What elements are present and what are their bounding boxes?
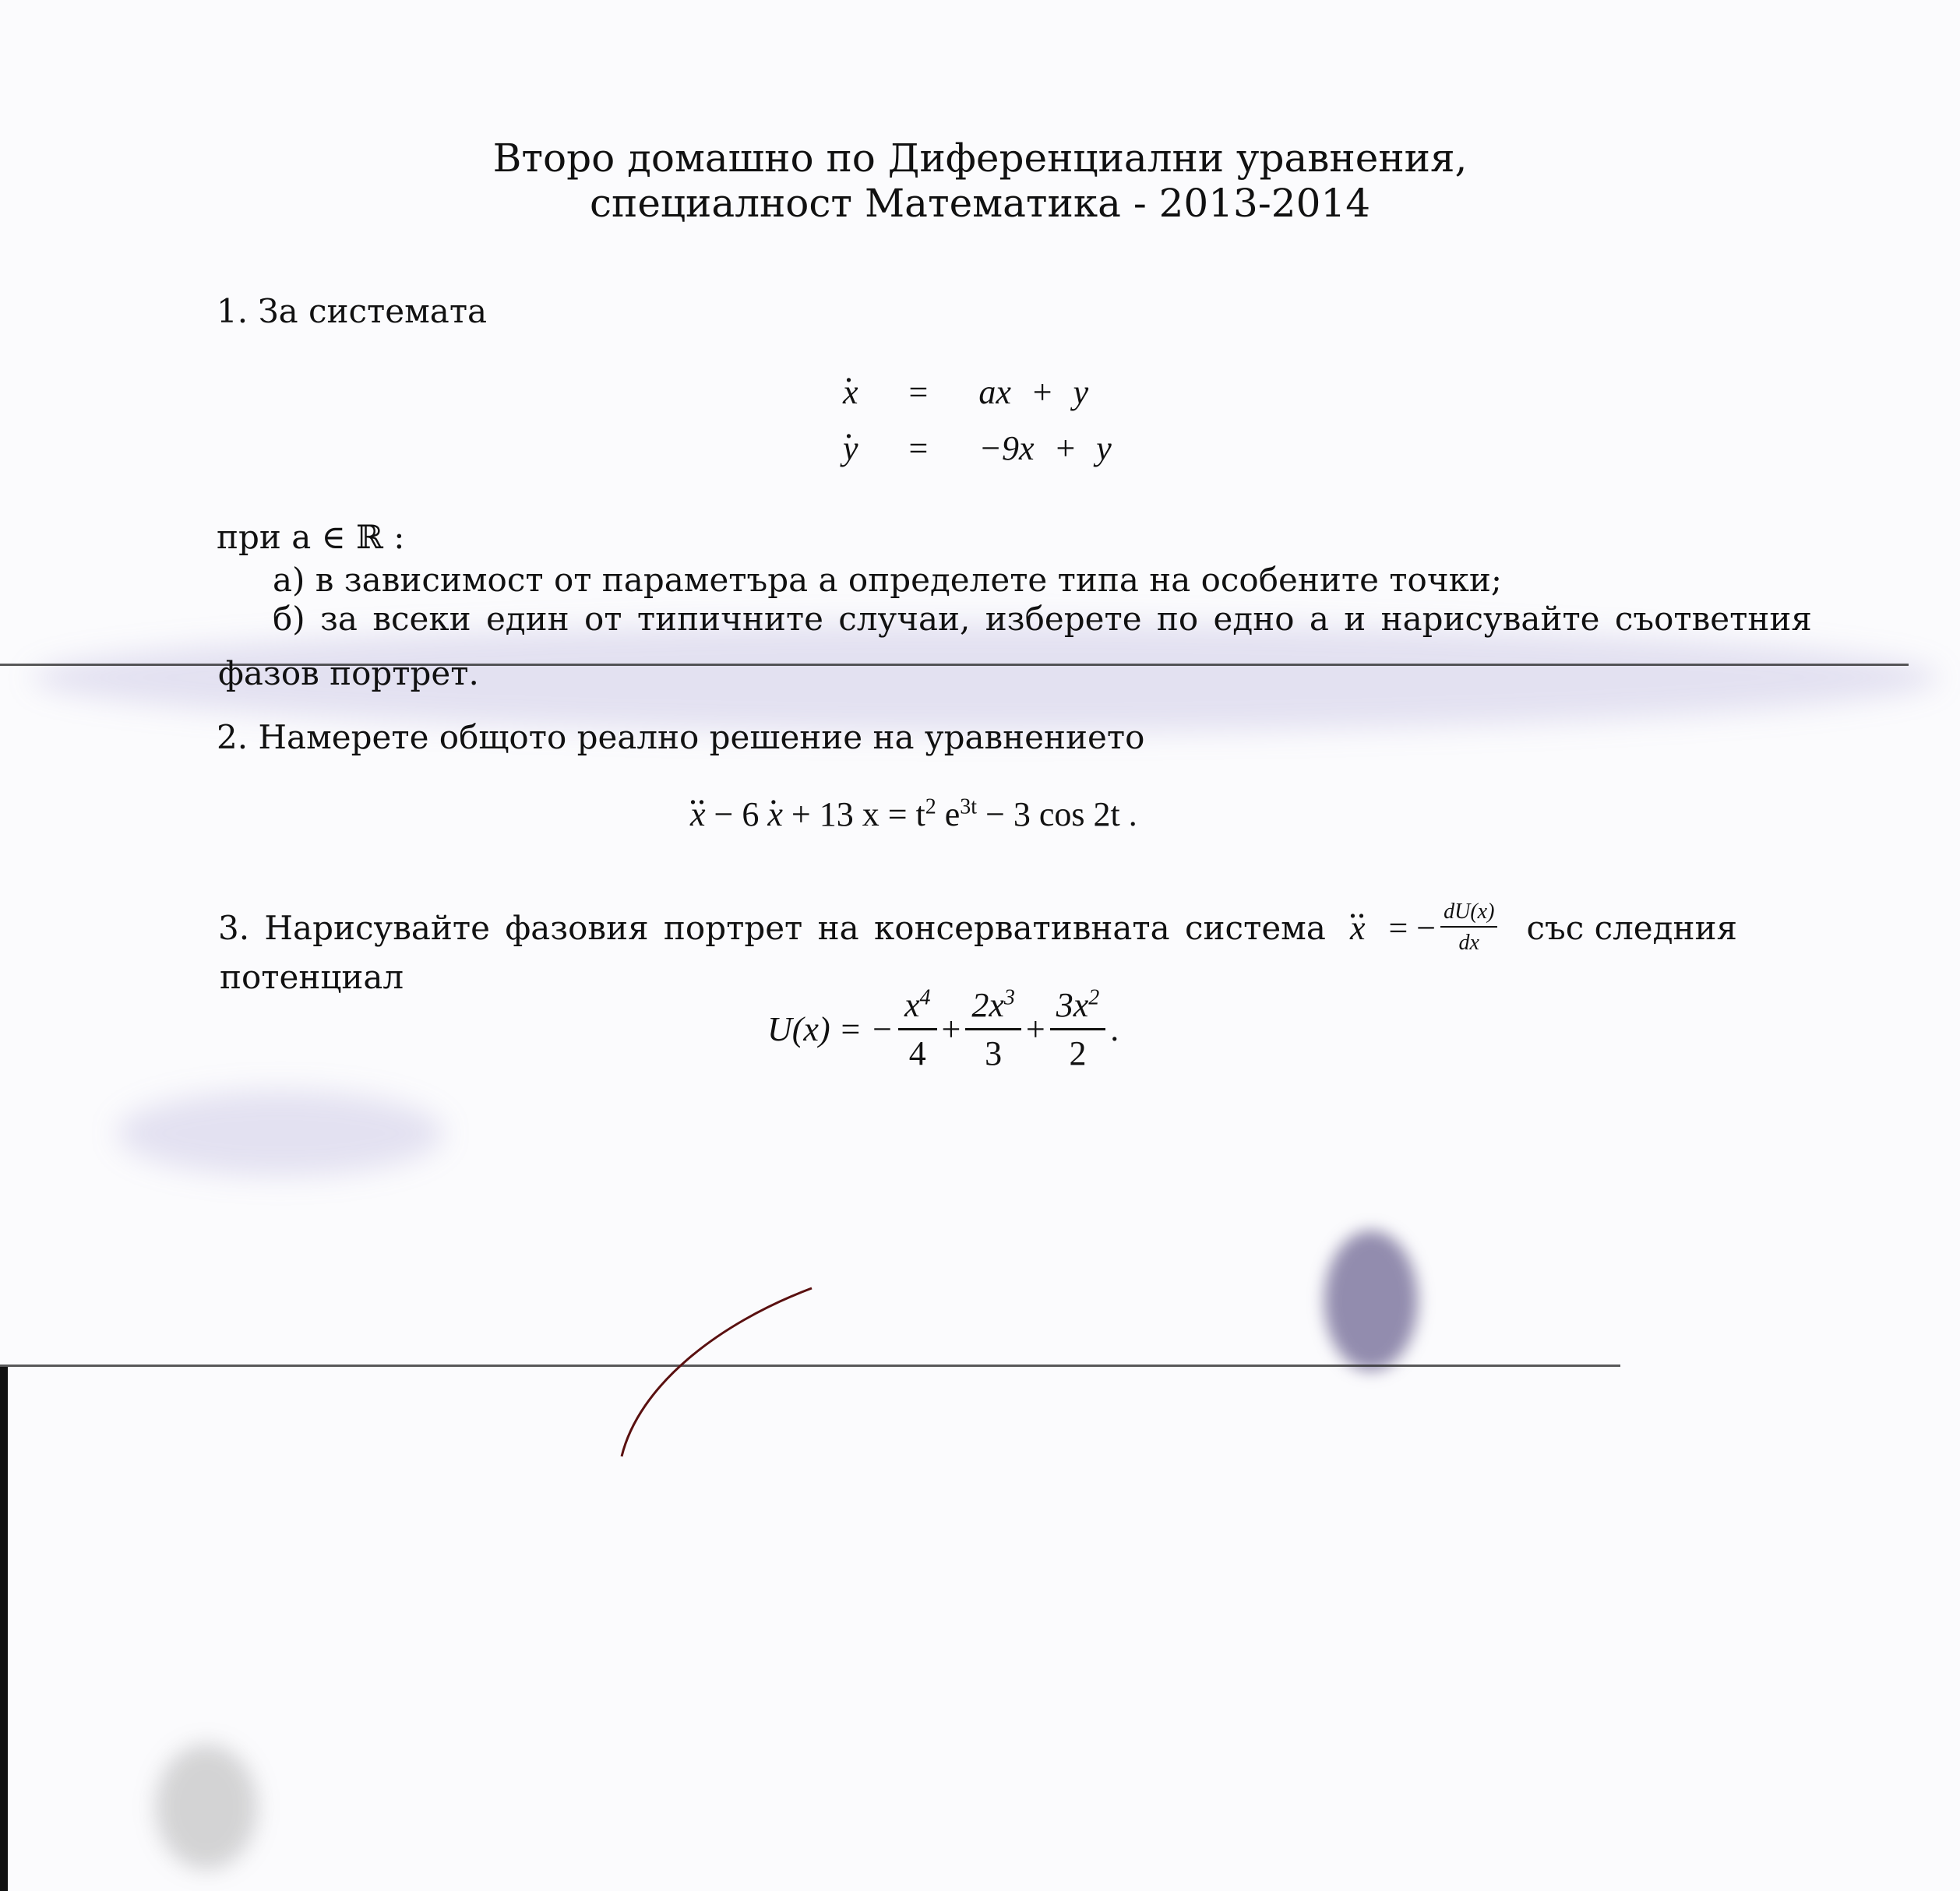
eq1-equals: =	[908, 373, 929, 411]
problem1-part-b-line2: фазов портрет.	[218, 654, 479, 692]
dU-numerator: dU(x)	[1440, 900, 1497, 928]
term3-denominator: 2	[1069, 1034, 1087, 1072]
x-double-dot: .. x	[690, 794, 706, 834]
document-title-line1: Второ домашно по Диференциални уравнения,	[492, 136, 1468, 181]
potential-period: .	[1110, 1010, 1119, 1048]
e-exponent: 3t	[960, 794, 978, 819]
term1-x: x	[904, 986, 920, 1024]
problem3-intro-end: със следния	[1526, 908, 1737, 947]
term3-numerator	[1050, 985, 1106, 1030]
system-equation-1	[843, 372, 1088, 412]
eq2-equals: =	[908, 429, 929, 467]
document-title-line2: специалност Математика - 2013-2014	[589, 181, 1371, 226]
smudge-corner	[156, 1745, 257, 1869]
problem2-equation	[690, 794, 1137, 834]
eq2-lhs: . y	[843, 428, 858, 468]
term1-denominator: 4	[908, 1034, 926, 1072]
term3-fraction	[1050, 985, 1106, 1073]
eq2-part1: − 6	[705, 795, 768, 833]
term3-x: 3x	[1056, 986, 1089, 1024]
smudge-blot	[1324, 1231, 1418, 1371]
problem1-condition: при a ∈ ℝ :	[217, 518, 405, 556]
term3-exp: 2	[1088, 985, 1100, 1010]
t-exponent: 2	[925, 794, 936, 819]
term2-exp: 3	[1003, 985, 1015, 1010]
U-lhs: U(x) = −	[767, 1010, 894, 1048]
term2-denominator: 3	[985, 1034, 1003, 1072]
dark-corner	[0, 1367, 8, 1891]
term2-numerator	[965, 985, 1021, 1030]
eq2-e: e	[936, 795, 961, 833]
plus-1: +	[941, 1010, 961, 1048]
dU-dx-fraction	[1440, 900, 1497, 956]
eq2-part2: + 13 x = t	[782, 795, 925, 833]
problem1-part-b-line1: б) за всеки един от типичните случаи, изберете по едно a и нарисувайте съответния	[273, 600, 1812, 638]
problem3-inline-equation	[1350, 900, 1502, 956]
plus-2: +	[1025, 1010, 1045, 1048]
x-double-dot-inline: .. x	[1350, 908, 1366, 948]
eq1-rhs: ax + y	[978, 373, 1089, 411]
smudge-left	[117, 1090, 444, 1176]
problem3-line2: потенциал	[220, 958, 404, 996]
x-dot: . x	[767, 794, 783, 834]
eq2-end: − 3 cos 2t .	[977, 795, 1137, 833]
dU-denominator: dx	[1458, 931, 1479, 955]
term2-x: 2x	[971, 986, 1004, 1024]
potential-equation	[767, 985, 1119, 1073]
problem1-part-a: а) в зависимост от параметъра a определете типа на особените точки;	[273, 561, 1502, 599]
term1-numerator	[898, 985, 937, 1030]
problem3-intro: 3. Нарисувайте фазовия портрет на консервативната система	[218, 908, 1326, 947]
pen-stroke	[608, 1277, 826, 1464]
problem3-line1	[218, 900, 1737, 956]
problem2-intro: 2. Намерете общото реално решение на уравнението	[217, 718, 1145, 756]
eq2-rhs: −9x + y	[978, 429, 1112, 467]
term2-fraction	[965, 985, 1021, 1073]
term1-fraction	[898, 985, 937, 1073]
eq1-lhs: . x	[843, 372, 858, 412]
system-equation-2	[843, 428, 1112, 468]
problem1-intro: 1. За системата	[217, 292, 488, 330]
term1-exp: 4	[919, 985, 931, 1010]
inline-eq-minus: = −	[1388, 908, 1437, 947]
